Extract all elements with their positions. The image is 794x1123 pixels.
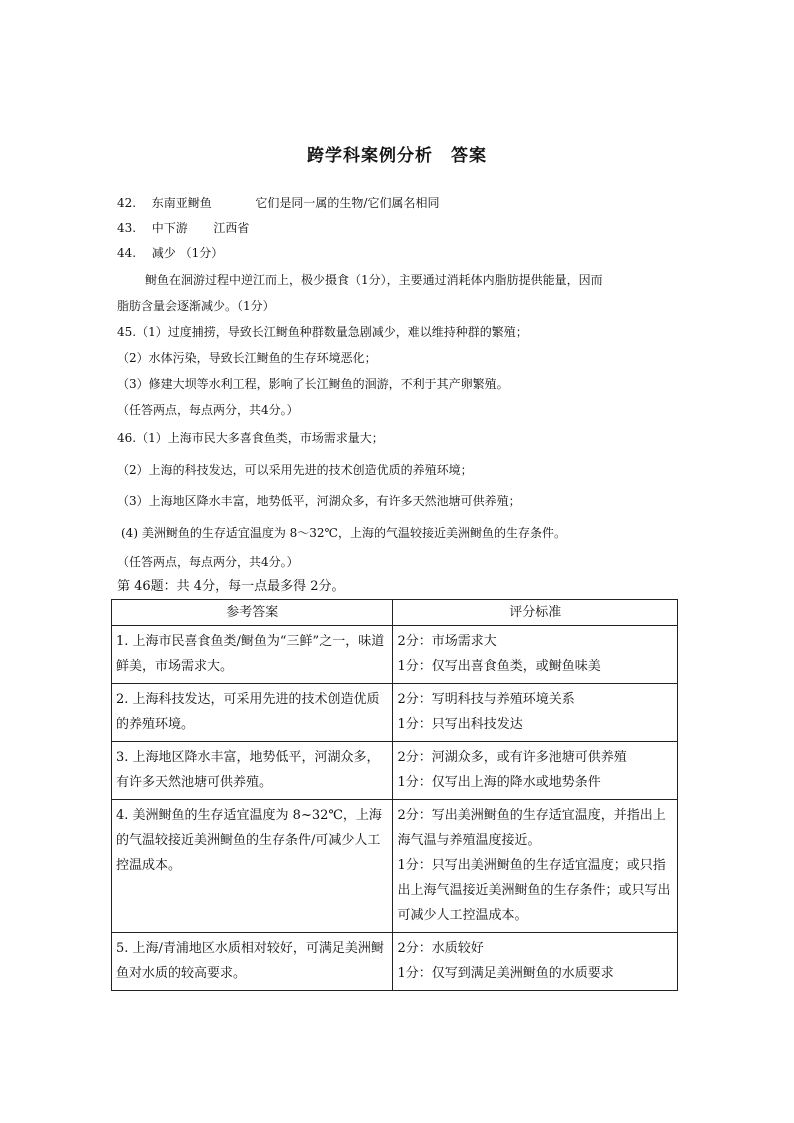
table-header-row xyxy=(112,600,678,626)
answer-44-explanation-line2: 脂肪含量会逐渐减少。（1分） xyxy=(117,299,275,313)
column-header: 评分标准 xyxy=(393,600,678,626)
reference-answer-cell: 2. 上海科技发达，可采用先进的技术创造优质的养殖环境。 xyxy=(112,684,393,742)
criteria-cell xyxy=(393,684,678,742)
scoring-note: 第 46题：共 4分，每一点最多得 2分。 xyxy=(117,579,345,594)
reference-answer-cell: 4. 美洲鲥鱼的生存适宜温度为 8~32℃，上海的气温较接近美洲鲥鱼的生存条件/可减少人工控温成本。 xyxy=(112,800,393,933)
answer-42 xyxy=(117,196,439,210)
scoring-table xyxy=(111,599,678,991)
answer-text: 减少 （1分） xyxy=(151,246,224,260)
answer-45-point1: 45.（1）过度捕捞，导致长江鲥鱼种群数量急剧减少，难以维持种群的繁殖； xyxy=(117,325,528,339)
page-title: 跨学科案例分析 答案 xyxy=(307,146,487,166)
answer-45-point2: （2）水体污染，导致长江鲥鱼的生存环境恶化； xyxy=(117,351,377,365)
criteria-cell xyxy=(393,933,678,991)
criteria-line: 1分：仅写到满足美洲鲥鱼的水质要求 xyxy=(397,966,614,981)
reference-answer-cell: 3. 上海地区降水丰富，地势低平，河湖众多，有许多天然池塘可供养殖。 xyxy=(112,742,393,800)
answer-text: 中下游 xyxy=(151,221,188,235)
question-number: 42. xyxy=(117,196,137,210)
answer-44 xyxy=(117,246,223,260)
criteria-cell xyxy=(393,626,678,684)
reference-answer-cell: 1. 上海市民喜食鱼类/鲥鱼为“三鲜”之一，味道鲜美，市场需求大。 xyxy=(112,626,393,684)
criteria-line: 1分：只写出美洲鲥鱼的生存适宜温度；或只指出上海气温接近美洲鲥鱼的生存条件；或只写出可减少人工控温成本。 xyxy=(397,858,671,923)
answer-46-point1: 46.（1）上海市民大多喜食鱼类，市场需求量大； xyxy=(117,431,384,445)
answer-text: 东南亚鲥鱼 xyxy=(151,196,212,210)
question-number: 44. xyxy=(117,246,137,260)
answer-46-point2: （2）上海的科技发达，可以采用先进的技术创造优质的养殖环境； xyxy=(117,463,473,477)
criteria-line: 1分：仅写出上海的降水或地势条件 xyxy=(397,775,601,790)
answer-46-point4: (4) 美洲鲥鱼的生存适宜温度为 8～32℃，上海的气温较接近美洲鲥鱼的生存条件。 xyxy=(121,526,566,540)
answer-46-note: （任答两点，每点两分，共4分。） xyxy=(117,555,299,569)
table-row xyxy=(112,800,678,933)
table-row xyxy=(112,933,678,991)
answer-45-note: （任答两点，每点两分，共4分。） xyxy=(117,403,299,417)
reference-answer-cell: 5. 上海/青浦地区水质相对较好，可满足美洲鲥鱼对水质的较高要求。 xyxy=(112,933,393,991)
criteria-line: 2分：水质较好 xyxy=(397,941,484,956)
criteria-line: 1分：仅写出喜食鱼类，或鲥鱼味美 xyxy=(397,659,601,674)
criteria-line: 2分：写出美洲鲥鱼的生存适宜温度，并指出上海气温与养殖温度接近。 xyxy=(397,808,666,848)
criteria-line: 2分：写明科技与养殖环境关系 xyxy=(397,692,575,707)
answer-46-point3: （3）上海地区降水丰富，地势低平，河湖众多，有许多天然池塘可供养殖； xyxy=(117,494,521,508)
table-row xyxy=(112,684,678,742)
answer-43 xyxy=(117,221,249,235)
criteria-line: 1分：只写出科技发达 xyxy=(397,717,523,732)
table-row xyxy=(112,742,678,800)
criteria-line: 2分：河湖众多，或有许多池塘可供养殖 xyxy=(397,750,627,765)
criteria-line: 2分：市场需求大 xyxy=(397,634,497,649)
criteria-cell xyxy=(393,800,678,933)
answer-44-explanation-line1: 鲥鱼在洄游过程中逆江而上，极少摄食（1分），主要通过消耗体内脂肪提供能量，因而 xyxy=(145,273,603,287)
table-row xyxy=(112,626,678,684)
answer-text: 它们是同一属的生物/它们属名相同 xyxy=(255,196,440,210)
column-header: 参考答案 xyxy=(112,600,393,626)
criteria-cell xyxy=(393,742,678,800)
answer-text: 江西省 xyxy=(213,221,250,235)
answer-45-point3: （3）修建大坝等水利工程，影响了长江鲥鱼的洄游，不利于其产卵繁殖。 xyxy=(117,377,509,391)
question-number: 43. xyxy=(117,221,137,235)
